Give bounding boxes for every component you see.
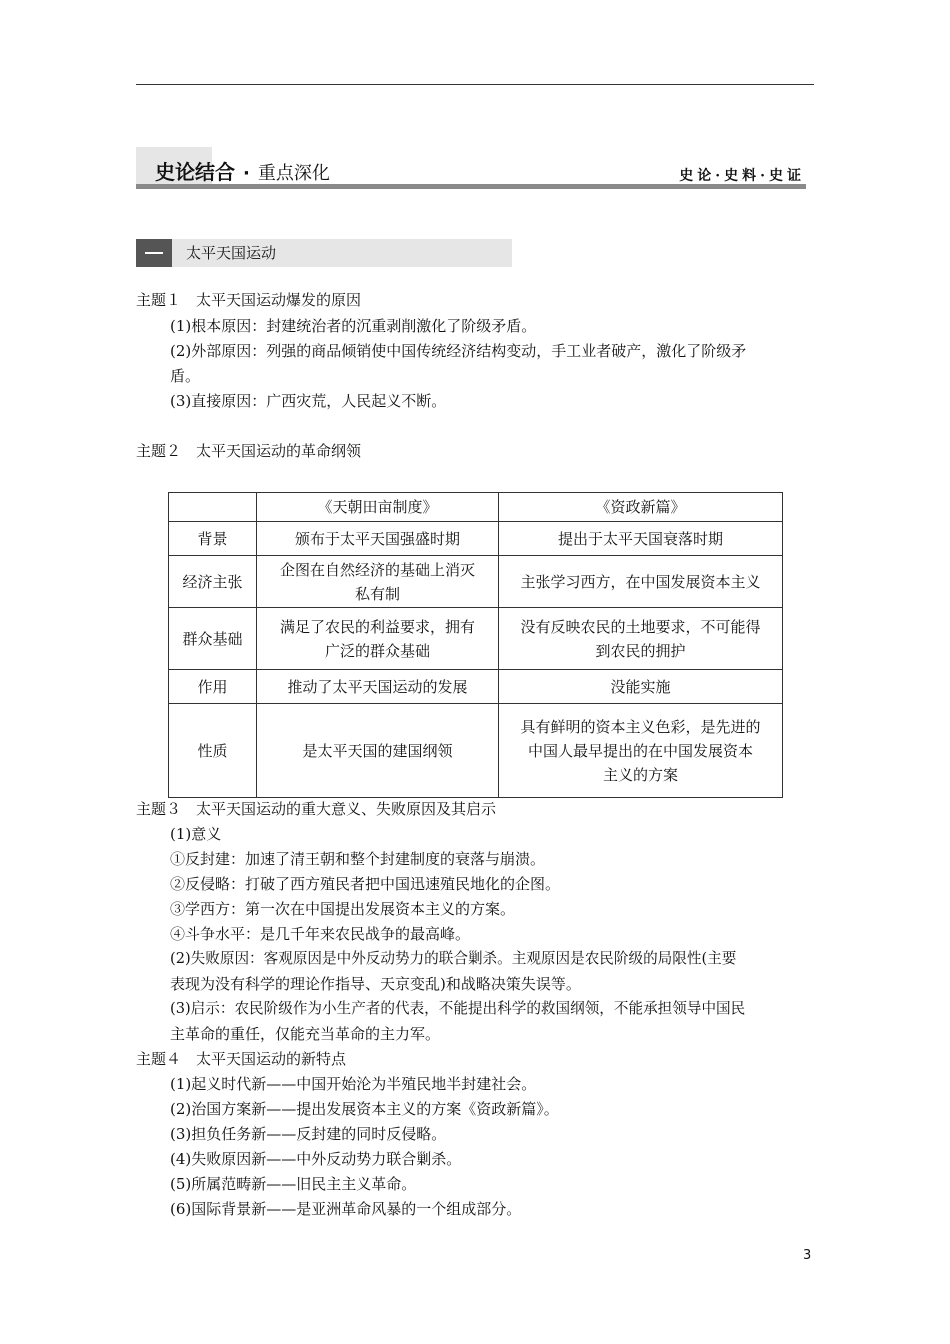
topic1-line: (1)根本原因：封建统治者的沉重剥削激化了阶级矛盾。 bbox=[170, 317, 537, 335]
table-row-label: 背景 bbox=[169, 522, 257, 556]
topic2-heading: 主题２ 太平天国运动的革命纲领 bbox=[136, 442, 362, 460]
table-row-label: 经济主张 bbox=[169, 556, 257, 608]
top-rule bbox=[136, 84, 814, 85]
table-header-cell: 《天朝田亩制度》 bbox=[257, 493, 499, 522]
topic1-line: (3)直接原因：广西灾荒，人民起义不断。 bbox=[170, 392, 447, 410]
table-cell bbox=[257, 522, 499, 556]
table-row-label: 作用 bbox=[169, 670, 257, 704]
topic1-line: (2)外部原因：列强的商品倾销使中国传统经济结构变动，手工业者破产，激化了阶级矛 bbox=[170, 342, 747, 360]
topic4-line: (6)国际背景新——是亚洲革命风暴的一个组成部分。 bbox=[170, 1200, 522, 1218]
cell-text: 具有鲜明的资本主义色彩，是先进的 bbox=[520, 717, 761, 736]
header-title bbox=[155, 156, 330, 185]
page-number: 3 bbox=[803, 1248, 812, 1263]
cell-text: 企图在自然经济的基础上消灭 bbox=[279, 560, 475, 579]
topic4-line: (1)起义时代新——中国开始沦为半殖民地半封建社会。 bbox=[170, 1075, 537, 1093]
table-row bbox=[169, 670, 783, 704]
table-cell bbox=[499, 608, 783, 670]
table-row bbox=[169, 608, 783, 670]
header-right-label: 史论·史料·史证 bbox=[679, 168, 805, 184]
section-number-dash bbox=[145, 252, 163, 254]
cell-text: 到农民的拥护 bbox=[595, 641, 686, 660]
topic3-line: ①反封建：加速了清王朝和整个封建制度的衰落与崩溃。 bbox=[170, 850, 546, 868]
cell-text: 没能实施 bbox=[610, 677, 671, 696]
header-title-main: 史论结合 bbox=[155, 160, 235, 184]
topic1-heading: 主题１ 太平天国运动爆发的原因 bbox=[136, 291, 362, 309]
topic4-line: (3)担负任务新——反封建的同时反侵略。 bbox=[170, 1125, 447, 1143]
table-cell bbox=[499, 556, 783, 608]
table-row bbox=[169, 704, 783, 798]
topic3-line: ③学西方：第一次在中国提出发展资本主义的方案。 bbox=[170, 900, 516, 918]
topic4-line: (2)治国方案新——提出发展资本主义的方案《资政新篇》。 bbox=[170, 1100, 559, 1118]
table-cell bbox=[257, 704, 499, 798]
topic4-line: (5)所属范畴新——旧民主主义革命。 bbox=[170, 1175, 417, 1193]
table-cell bbox=[499, 522, 783, 556]
topic4-heading: 主题４ 太平天国运动的新特点 bbox=[136, 1050, 347, 1068]
topic3-line: 主革命的重任，仅能充当革命的主力军。 bbox=[170, 1025, 441, 1043]
cell-text: 是太平天国的建国纲领 bbox=[302, 741, 453, 760]
cell-text: 私有制 bbox=[354, 584, 400, 603]
table-header-row bbox=[169, 493, 783, 522]
table-cell bbox=[257, 556, 499, 608]
topic4-line: (4)失败原因新——中外反动势力联合剿杀。 bbox=[170, 1150, 462, 1168]
section-number-badge bbox=[136, 239, 172, 267]
program-comparison-table bbox=[168, 492, 783, 798]
cell-text: 中国人最早提出的在中国发展资本 bbox=[527, 741, 753, 760]
header-separator: · bbox=[243, 163, 250, 184]
cell-text: 没有反映农民的土地要求，不可能得 bbox=[520, 617, 761, 636]
section-title: 太平天国运动 bbox=[186, 244, 277, 262]
table-row-label: 群众基础 bbox=[169, 608, 257, 670]
topic3-line: (1)意义 bbox=[170, 825, 222, 843]
table-cell bbox=[257, 670, 499, 704]
topic3-line: (2)失败原因：客观原因是中外反动势力的联合剿杀。主观原因是农民阶级的局限性(主要 bbox=[170, 950, 737, 967]
cell-text: 颁布于太平天国强盛时期 bbox=[294, 529, 460, 548]
topic1-line: 盾。 bbox=[170, 367, 201, 385]
table-cell bbox=[499, 704, 783, 798]
topic3-line: 表现为没有科学的理论作指导、天京变乱)和战略决策失误等。 bbox=[170, 975, 581, 993]
table-row bbox=[169, 556, 783, 608]
table-row bbox=[169, 522, 783, 556]
table-cell bbox=[499, 670, 783, 704]
table-cell bbox=[257, 608, 499, 670]
cell-text: 广泛的群众基础 bbox=[324, 641, 430, 660]
cell-text: 推动了太平天国运动的发展 bbox=[287, 677, 468, 696]
cell-text: 主义的方案 bbox=[602, 765, 678, 784]
header-title-sub: 重点深化 bbox=[257, 163, 330, 184]
table-header-cell: 《资政新篇》 bbox=[499, 493, 783, 522]
topic3-heading: 主题３ 太平天国运动的重大意义、失败原因及其启示 bbox=[136, 800, 497, 818]
table-row-label: 性质 bbox=[169, 704, 257, 798]
cell-text: 提出于太平天国衰落时期 bbox=[557, 529, 723, 548]
table-header-cell bbox=[169, 493, 257, 522]
topic3-line: ②反侵略：打破了西方殖民者把中国迅速殖民地化的企图。 bbox=[170, 875, 561, 893]
cell-text: 主张学习西方，在中国发展资本主义 bbox=[520, 572, 761, 591]
cell-text: 满足了农民的利益要求，拥有 bbox=[279, 617, 475, 636]
topic3-line: (3)启示：农民阶级作为小生产者的代表，不能提出科学的救国纲领，不能承担领导中国民 bbox=[170, 1000, 746, 1017]
topic3-line: ④斗争水平：是几千年来农民战争的最高峰。 bbox=[170, 925, 471, 943]
